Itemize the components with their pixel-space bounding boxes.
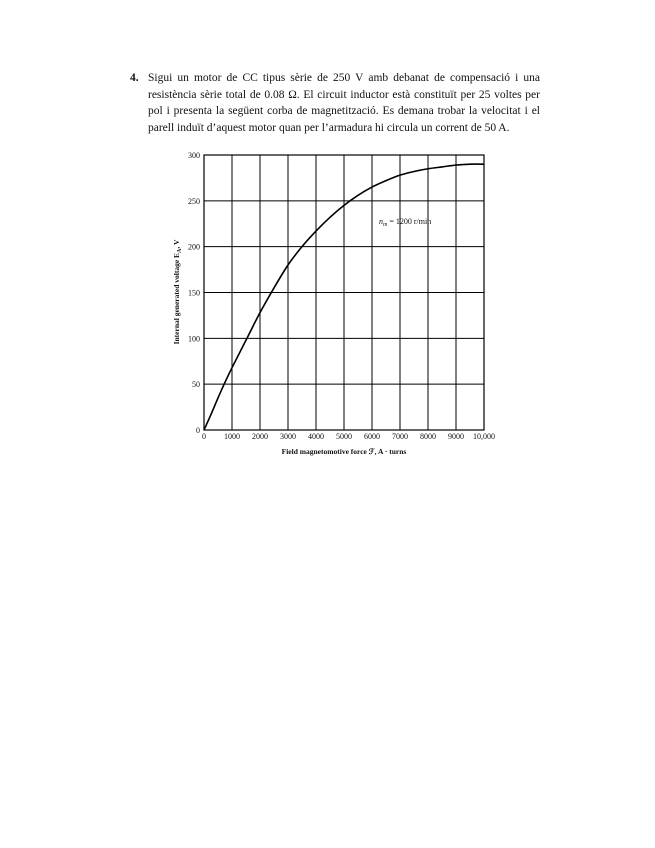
x-tick-label: 7000: [392, 432, 408, 441]
x-tick-label: 5000: [336, 432, 352, 441]
x-tick-label: 8000: [420, 432, 436, 441]
y-tick-label: 300: [188, 151, 200, 160]
x-tick-label: 6000: [364, 432, 380, 441]
x-tick-label: 4000: [308, 432, 324, 441]
problem-text: Sigui un motor de CC tipus sèrie de 250 V amb debanat de compensació i una resistència sèrie total de 0.08 Ω. El circuit inductor està constituït per 25 voltes per pol i presenta la següent corba de magnetització. Es demana trobar la velocitat i el parell induït d’aquest motor quan per l’armadura hi circula un corrent de 50 A.: [148, 72, 540, 134]
x-tick-label: 9000: [448, 432, 464, 441]
x-tick-label: 3000: [280, 432, 296, 441]
y-tick-label: 200: [188, 242, 200, 252]
y-tick-label: 100: [188, 334, 200, 344]
curve-annotation: $n_m = 1200$ r/min: [379, 217, 432, 228]
x-tick-label: 1000: [224, 432, 240, 441]
y-tick-label: 0: [196, 426, 200, 435]
y-axis-label: Internal generated voltage $E_A$, V: [172, 239, 183, 345]
chart-grid: [204, 155, 484, 430]
x-axis-label: Field magnetomotive force ℱ, A · turns: [281, 447, 407, 456]
chart-ticks: [188, 151, 495, 441]
y-tick-label: 250: [188, 196, 200, 206]
y-tick-label: 50: [192, 380, 200, 390]
problem-number: 4.: [130, 72, 139, 84]
x-tick-label: 2000: [252, 432, 268, 441]
x-tick-label: 10,000: [473, 432, 495, 441]
x-tick-label: 0: [202, 432, 206, 441]
y-tick-label: 150: [188, 288, 200, 298]
